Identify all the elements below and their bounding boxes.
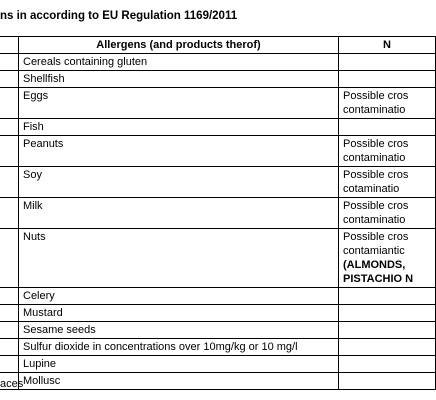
header-number <box>0 37 19 54</box>
allergen-cell: Shellfish <box>19 71 339 88</box>
note-cell <box>339 322 436 339</box>
header-allergens: Allergens (and products therof) <box>19 37 339 54</box>
row-number <box>0 288 19 305</box>
note-cell <box>339 339 436 356</box>
note-cell <box>339 88 436 119</box>
allergen-cell: Nuts <box>19 229 339 288</box>
row-number <box>0 71 19 88</box>
row-number <box>0 198 19 229</box>
table-header-row <box>0 37 436 54</box>
row-number <box>0 356 19 373</box>
note-line: contamiantic <box>343 245 405 257</box>
row-number <box>0 88 19 119</box>
note-cell <box>339 229 436 288</box>
table-row <box>0 54 436 71</box>
row-number <box>0 54 19 71</box>
allergen-cell: Sesame seeds <box>19 322 339 339</box>
row-number <box>0 322 19 339</box>
allergen-cell: Sulfur dioxide in concentrations over 10mg/kg or 10 mg/l <box>19 339 339 356</box>
table-row <box>0 305 436 322</box>
note-cell <box>339 356 436 373</box>
row-number <box>0 305 19 322</box>
table-row <box>0 119 436 136</box>
note-cell <box>339 288 436 305</box>
allergen-cell: Mustard <box>19 305 339 322</box>
note-line: Possible cros <box>343 90 409 102</box>
allergen-cell: Celery <box>19 288 339 305</box>
allergen-cell: Milk <box>19 198 339 229</box>
row-number <box>0 136 19 167</box>
allergen-cell: Soy <box>19 167 339 198</box>
row-number <box>0 119 19 136</box>
note-cell <box>339 198 436 229</box>
row-number <box>0 339 19 356</box>
row-number <box>0 167 19 198</box>
table-row <box>0 229 436 288</box>
note-line: Possible cros <box>343 138 409 150</box>
note-cell <box>339 305 436 322</box>
table-row <box>0 339 436 356</box>
table-row <box>0 71 436 88</box>
note-cell <box>339 136 436 167</box>
note-line: Possible cros <box>343 169 409 181</box>
allergen-cell: Peanuts <box>19 136 339 167</box>
note-cell <box>339 54 436 71</box>
allergen-cell: Eggs <box>19 88 339 119</box>
page-title: ns in according to EU Regulation 1169/2011 <box>0 10 238 22</box>
note-cell <box>339 71 436 88</box>
table-row <box>0 373 436 390</box>
note-line: Possible cros <box>343 231 409 243</box>
note-line: (ALMONDS, <box>343 259 406 271</box>
allergen-cell: Cereals containing gluten <box>19 54 339 71</box>
note-line: contaminatio <box>343 214 406 226</box>
note-line: PISTACHIO N <box>343 273 414 285</box>
table-row <box>0 322 436 339</box>
note-cell <box>339 167 436 198</box>
note-line: contaminatio <box>343 104 406 116</box>
note-line: Possible cros <box>343 200 409 212</box>
note-cell <box>339 373 436 390</box>
note-line: cotaminatio <box>343 183 400 195</box>
row-number <box>0 229 19 288</box>
header-notes: N <box>339 37 436 54</box>
allergen-cell: Mollusc <box>19 373 339 390</box>
table-row <box>0 167 436 198</box>
table-row <box>0 356 436 373</box>
table-row <box>0 88 436 119</box>
allergen-cell: Lupine <box>19 356 339 373</box>
table-row <box>0 136 436 167</box>
table-row <box>0 198 436 229</box>
table-row <box>0 288 436 305</box>
footnote: aces <box>0 378 24 390</box>
note-cell <box>339 119 436 136</box>
allergen-table <box>0 36 436 390</box>
note-line: contaminatio <box>343 152 406 164</box>
allergen-cell: Fish <box>19 119 339 136</box>
